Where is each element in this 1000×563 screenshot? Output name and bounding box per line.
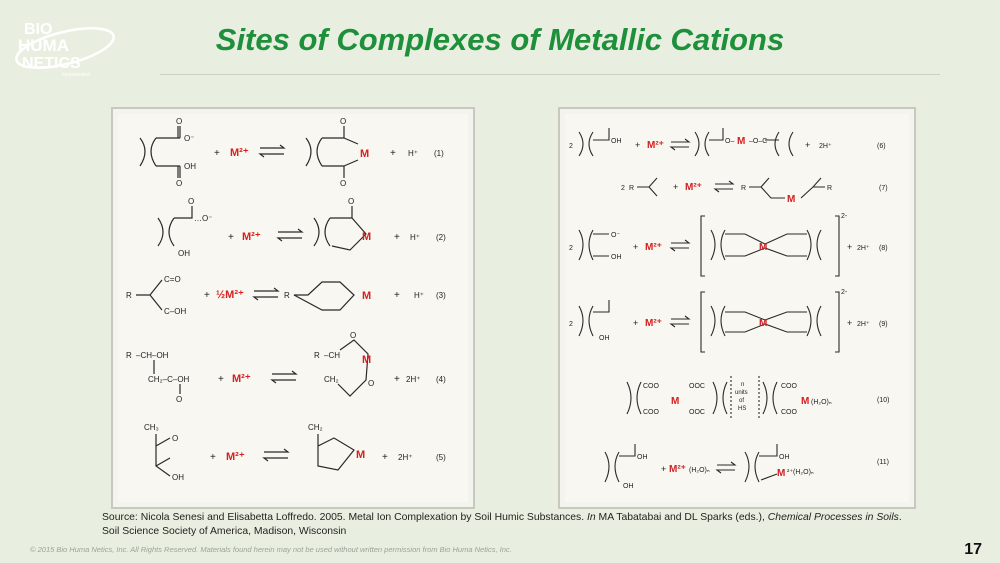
svg-text:COO: COO <box>781 409 797 416</box>
eq5-number: (5) <box>436 453 446 462</box>
svg-text:M²⁺: M²⁺ <box>669 464 686 475</box>
svg-text:(7): (7) <box>879 185 888 192</box>
svg-text:CH₂: CH₂ <box>324 375 339 384</box>
eq5-product: 2H⁺ <box>398 453 413 462</box>
left-reaction-panel <box>111 107 475 509</box>
logo-line3: NETICS <box>22 55 81 72</box>
equation-4 <box>126 331 446 404</box>
svg-text:(H₂O)ₙ: (H₂O)ₙ <box>689 467 710 474</box>
svg-text:2: 2 <box>569 321 573 328</box>
svg-text:2: 2 <box>569 143 573 150</box>
svg-text:–CH: –CH <box>324 351 341 360</box>
equation-3 <box>126 275 446 316</box>
equation-5 <box>144 423 446 482</box>
svg-text:+: + <box>394 374 400 385</box>
svg-text:OH: OH <box>779 454 790 461</box>
svg-text:O⁻: O⁻ <box>611 232 621 239</box>
svg-text:M: M <box>671 396 680 407</box>
svg-text:2: 2 <box>621 185 625 192</box>
svg-text:OH: OH <box>611 254 622 261</box>
svg-text:²⁺(H₂O)ₙ: ²⁺(H₂O)ₙ <box>787 469 814 476</box>
svg-text:2H⁺: 2H⁺ <box>857 245 870 252</box>
svg-text:COO: COO <box>781 383 797 390</box>
eq2-reagent: M²⁺ <box>242 231 261 243</box>
svg-text:M²⁺: M²⁺ <box>685 182 702 193</box>
eq1-reagent: M²⁺ <box>230 147 249 159</box>
svg-text:+: + <box>635 140 641 150</box>
svg-text:+: + <box>394 290 400 301</box>
copyright-notice: © 2015 Bio Huma Netics, Inc. All Rights Reserved. Materials found herein may not be used without written permission from Bio Huma Netics, Inc. <box>30 545 512 554</box>
svg-text:OOC: OOC <box>689 409 705 416</box>
svg-text:OH: OH <box>172 473 184 482</box>
eq3-number: (3) <box>436 291 446 300</box>
logo-line2: HUMA <box>18 36 69 55</box>
eq4-metal: M <box>362 354 372 366</box>
svg-text:O: O <box>188 197 195 206</box>
equation-1 <box>140 117 444 188</box>
svg-text:+: + <box>847 242 853 252</box>
svg-text:O–: O– <box>725 138 735 145</box>
svg-text:R: R <box>629 185 635 192</box>
svg-text:OH: OH <box>184 162 196 171</box>
eq1-product: H⁺ <box>408 149 418 158</box>
eq4-product: 2H⁺ <box>406 375 421 384</box>
svg-text:R: R <box>827 185 833 192</box>
svg-text:+: + <box>805 140 811 150</box>
svg-text:OOC: OOC <box>689 383 705 390</box>
svg-text:O: O <box>340 179 347 188</box>
svg-text:R: R <box>284 291 290 300</box>
page-number: 17 <box>964 541 982 558</box>
svg-text:2H⁺: 2H⁺ <box>857 321 870 328</box>
svg-text:2-: 2- <box>841 213 848 220</box>
svg-text:M²⁺: M²⁺ <box>645 242 662 253</box>
equation-6 <box>569 128 886 156</box>
svg-text:OH: OH <box>599 335 610 342</box>
svg-text:M: M <box>801 396 810 407</box>
svg-text:O⁻: O⁻ <box>184 134 195 143</box>
source-citation: Source: Nicola Senesi and Elisabetta Loffredo. 2005. Metal Ion Complexation by Soil Humic Substances. In MA Tabatabai and DL Sparks (eds.), Chemical Processes in Soils. Soil Science Society of America, Madison, Wisconsin <box>102 512 902 537</box>
svg-text:+: + <box>214 148 220 159</box>
eq2-metal: M <box>362 231 372 243</box>
svg-text:O: O <box>350 331 357 340</box>
svg-text:R: R <box>126 351 132 360</box>
svg-text:M²⁺: M²⁺ <box>647 140 664 151</box>
svg-text:OH: OH <box>623 483 634 490</box>
svg-text:+: + <box>210 452 216 463</box>
equation-7 <box>621 178 888 205</box>
eq2-number: (2) <box>436 233 446 242</box>
eq5-metal: M <box>356 449 366 461</box>
svg-text:O: O <box>176 395 183 404</box>
svg-text:CH₂–C–OH: CH₂–C–OH <box>148 375 190 384</box>
svg-text:CH₃: CH₃ <box>144 423 159 432</box>
svg-text:+: + <box>218 374 224 385</box>
svg-text:+: + <box>204 290 210 301</box>
svg-text:+: + <box>847 318 853 328</box>
svg-text:M: M <box>787 194 796 205</box>
svg-text:COO: COO <box>643 409 659 416</box>
eq3-metal: M <box>362 290 372 302</box>
svg-text:(8): (8) <box>879 245 888 252</box>
svg-text:COO: COO <box>643 383 659 390</box>
logo-line4: Incorporated <box>62 72 91 78</box>
eq1-number: (1) <box>434 149 444 158</box>
svg-text:M²⁺: M²⁺ <box>645 318 662 329</box>
eq3-reagent: ½M²⁺ <box>216 289 244 301</box>
right-reaction-panel <box>558 107 916 509</box>
svg-text:(10): (10) <box>877 397 890 404</box>
eq2-product: H⁺ <box>410 233 420 242</box>
svg-text:OH: OH <box>637 454 648 461</box>
svg-text:M: M <box>777 468 786 479</box>
eq4-reagent: M²⁺ <box>232 373 251 385</box>
logo-line1: BIO <box>24 21 53 38</box>
svg-text:(9): (9) <box>879 321 888 328</box>
svg-text:…O⁻: …O⁻ <box>194 214 213 223</box>
svg-text:(6): (6) <box>877 143 886 150</box>
svg-text:R: R <box>126 291 132 300</box>
svg-text:CH₂: CH₂ <box>308 423 323 432</box>
svg-text:+: + <box>633 318 639 328</box>
svg-text:M: M <box>737 136 746 147</box>
svg-text:O: O <box>340 117 347 126</box>
equation-9 <box>569 289 888 352</box>
svg-text:HS: HS <box>738 406 747 412</box>
svg-text:(11): (11) <box>877 459 889 466</box>
title-divider <box>160 74 940 75</box>
svg-text:–O–C: –O–C <box>749 138 768 145</box>
svg-text:2: 2 <box>569 245 573 252</box>
svg-text:units: units <box>735 390 748 396</box>
equation-2 <box>158 197 446 258</box>
svg-text:R: R <box>741 185 747 192</box>
svg-text:M: M <box>759 318 768 329</box>
svg-text:O: O <box>176 179 183 188</box>
eq5-reagent: M²⁺ <box>226 451 245 463</box>
svg-text:n: n <box>741 382 745 388</box>
svg-text:2H⁺: 2H⁺ <box>819 143 832 150</box>
svg-text:O: O <box>176 117 183 126</box>
slide-title: Sites of Complexes of Metallic Cations <box>215 22 785 57</box>
eq1-metal: M <box>360 148 370 160</box>
eq3-product: H⁺ <box>414 291 424 300</box>
equation-8 <box>569 213 888 276</box>
svg-text:+: + <box>633 242 639 252</box>
svg-text:+: + <box>394 232 400 243</box>
equation-11 <box>605 444 889 490</box>
svg-text:R: R <box>314 351 320 360</box>
svg-text:+: + <box>390 148 396 159</box>
svg-text:M: M <box>759 242 768 253</box>
svg-text:+: + <box>673 182 679 192</box>
svg-text:O: O <box>348 197 355 206</box>
svg-text:O: O <box>368 379 375 388</box>
svg-text:+: + <box>228 232 234 243</box>
svg-text:2-: 2- <box>841 289 848 296</box>
svg-text:C=O: C=O <box>164 275 181 284</box>
svg-text:C–OH: C–OH <box>164 307 187 316</box>
svg-text:+: + <box>661 464 667 474</box>
svg-text:OH: OH <box>611 138 622 145</box>
svg-text:+: + <box>382 452 388 463</box>
svg-text:O: O <box>172 434 179 443</box>
svg-text:OH: OH <box>178 249 190 258</box>
svg-text:of: of <box>739 398 745 404</box>
bio-huma-netics-logo <box>10 14 120 80</box>
equation-10 <box>627 376 889 420</box>
eq4-number: (4) <box>436 375 446 384</box>
svg-text:(H₂O)ₙ: (H₂O)ₙ <box>811 399 832 406</box>
svg-text:–CH–OH: –CH–OH <box>136 351 169 360</box>
